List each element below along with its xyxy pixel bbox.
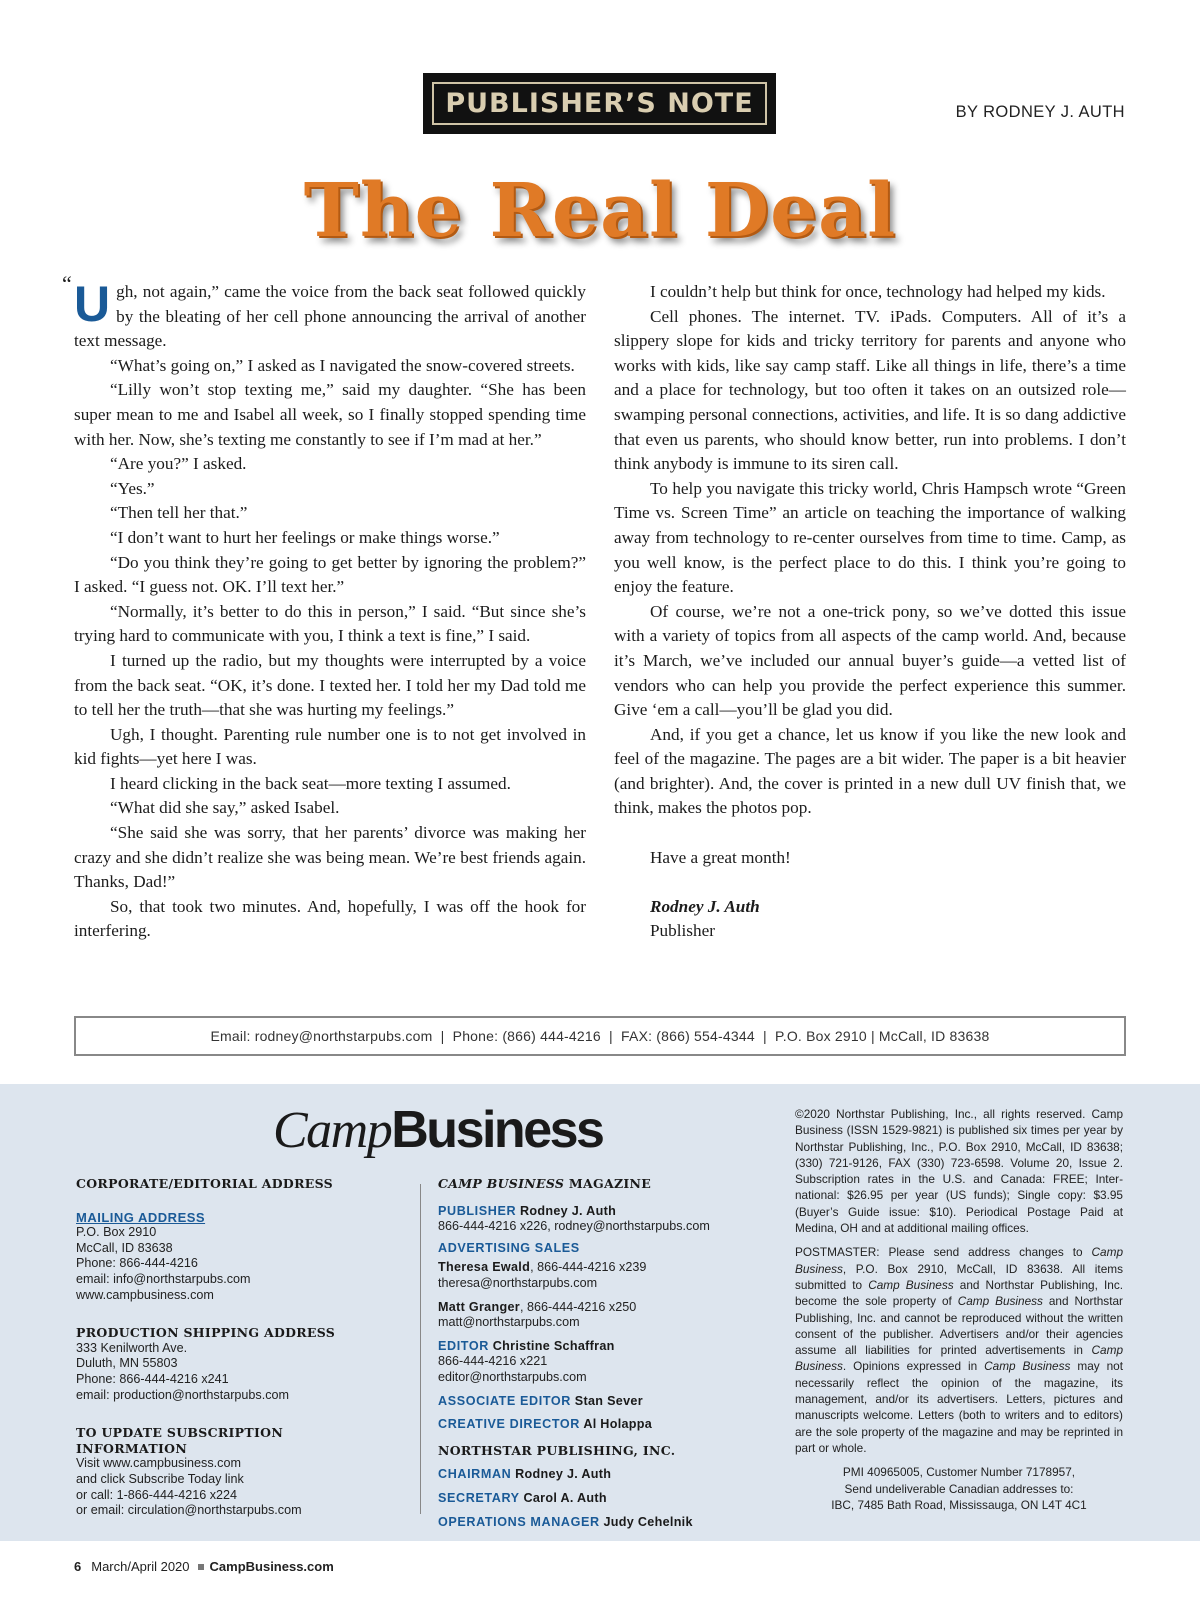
paragraph: “She said she was sorry, that her parents’ divorce was making her crazy and she didn’t realize she was being mean. We’re best friends again. Thanks, Dad!” bbox=[74, 823, 586, 892]
paragraph: “What’s going on,” I asked as I navigated the snow-covered streets. bbox=[110, 355, 575, 375]
sales-rep-email: matt@northstarpubs.com bbox=[438, 1315, 580, 1330]
section-label: PUBLISHER’S NOTE bbox=[445, 88, 754, 119]
masthead-address-column bbox=[76, 1176, 396, 1519]
contact-info: Email: rodney@northstarpubs.com | Phone: (866) 444-4216 | FAX: (866) 554-4344 | P.O. Box 2910 | McCall, ID 83638 bbox=[210, 1028, 990, 1044]
signature-name: Rodney J. Auth bbox=[650, 896, 760, 916]
paragraph: “I don’t want to hurt her feelings or make things worse.” bbox=[110, 527, 500, 547]
creative-director-role: CREATIVE DIRECTOR bbox=[438, 1417, 580, 1432]
operations-manager-name: Judy Cehelnik bbox=[599, 1514, 693, 1529]
paragraph: “Lilly won’t stop texting me,” said my daughter. “She has been super mean to me and Isabel all week, so I finally stopped spending time with her. Now, she’s texting me constantly to see if I’m mad at her.” bbox=[74, 380, 586, 449]
drop-cap: U bbox=[74, 276, 111, 332]
signature-title: Publisher bbox=[650, 921, 715, 941]
associate-editor-role: ASSOCIATE EDITOR bbox=[438, 1393, 571, 1408]
pmi-line: Send undeliverable Canadian addresses to: bbox=[844, 1481, 1074, 1496]
editor-phone: 866-444-4216 x221 bbox=[438, 1354, 548, 1369]
paragraph: To help you navigate this tricky world, Chris Hampsch wrote “Green Time vs. Screen Time” an article on teaching the importance of walking away from technology to re-center ourselves from time to time. Camp, as you well know, is the perfect place to do this. I think you’re going to enjoy the feature. bbox=[614, 478, 1126, 597]
editor-email: editor@northstarpubs.com bbox=[438, 1369, 587, 1384]
column-divider bbox=[420, 1184, 421, 1514]
subscription-line: or call: 1-866-444-4216 x224 bbox=[76, 1487, 238, 1502]
masthead-staff-column: CAMP BUSINESS MAGAZINE PUBLISHER Rodney J. Auth 866-444-4216 x226, rodney@northstarpubs.com ADVERTISING SALES Theresa Ewald, 866-444-4216 x239 theresa@northstarpubs.com Matt Granger, 866-444-4216 x250 matt@northstarpubs.com EDITOR Christine Schaffran 866-444-4216 x221 editor@northstarpubs.com ASSOCIATE EDITOR Stan Sever CREATIVE DIRECTOR Al Holappa NORTHSTAR PUBLISHING, INC. CHAIRMAN Rodney J. Auth SECRETARY Carol A. Auth OPERATIONS MANAGER Judy Cehelnik bbox=[438, 1176, 758, 1530]
editor-name: Christine Schaffran bbox=[488, 1338, 615, 1353]
northstar-heading: NORTHSTAR PUBLISHING, INC. bbox=[438, 1442, 676, 1458]
paragraph: “Yes.” bbox=[110, 478, 155, 498]
masthead-legal-column bbox=[795, 1106, 1123, 1513]
shipping-line: email: production@northstarpubs.com bbox=[76, 1387, 289, 1402]
website-link[interactable]: CampBusiness.com bbox=[209, 1559, 334, 1574]
contact-bar bbox=[74, 1016, 1126, 1056]
magazine-heading: CAMP BUSINESS MAGAZINE bbox=[438, 1176, 652, 1191]
mailing-line: email: info@northstarpubs.com bbox=[76, 1271, 251, 1286]
page-number: 6 bbox=[74, 1559, 82, 1574]
issue-date: March/April 2020 bbox=[91, 1559, 190, 1574]
chairman-role: CHAIRMAN bbox=[438, 1467, 512, 1482]
article-column-left bbox=[62, 271, 586, 944]
open-quote-mark: “ bbox=[62, 271, 72, 296]
mailing-address-link[interactable]: MAILING ADDRESS bbox=[76, 1209, 206, 1225]
paragraph: I heard clicking in the back seat—more texting I assumed. bbox=[110, 773, 511, 793]
paragraph: So, that took two minutes. And, hopefully, I was off the hook for interfering. bbox=[74, 896, 586, 941]
copyright-notice: ©2020 Northstar Publishing, Inc., all rights reserved. Camp Business (ISSN 1529-9821) is published six times per year by Northstar Publishing, Inc., P.O. Box 2910, McCall, ID 83638; (330) 721-9126, FAX (330) 723-6598. Volume 20, Issue 2. Subscription rates in the U.S. and Canada: FREE; Inter-national: $26.95 per year (US funds); Single copy: $3.95 (Buyer’s Guide issue: $10). Periodical Postage Paid at Medina, OH and at additional mailing offices. bbox=[795, 1107, 1123, 1236]
paragraph: Of course, we’re not a one-trick pony, so we’ve dotted this issue with a variety of topics from all aspects of the camp world. And, because it’s March, we’ve included our annual buyer’s guide—a vetted list of vendors who can help you provide the perfect experience this summer. Give ‘em a call—you’ll be glad you did. bbox=[614, 601, 1126, 720]
mailing-line: Phone: 866-444-4216 bbox=[76, 1256, 198, 1271]
subscription-heading: TO UPDATE SUBSCRIPTION INFORMATION bbox=[76, 1425, 284, 1456]
publisher-contact: 866-444-4216 x226, rodney@northstarpubs.com bbox=[438, 1219, 710, 1234]
postmaster-notice: POSTMASTER: Please send address changes to Camp Business, P.O. Box 2910, McCall, ID 83638. All items submitted to Camp Business and Northstar Publishing, Inc. become the sole property of Camp Business and Northstar Publishing, Inc. and cannot be reproduced without the written consent of the publisher. Advertisers and/or their agencies assume all liabilities for printed advertisements in Camp Business. Opinions expressed in Camp Business may not necessarily reflect the opinion of the magazine, its management, and/or its advertisers. Letters, pictures and manuscripts welcome. Letters (both to writers and to editors) are the sole property of the magazine and may be reprinted in part or whole. bbox=[795, 1245, 1124, 1455]
subscription-line: and click Subscribe Today link bbox=[76, 1471, 244, 1486]
campbusiness-logo: CampBusiness bbox=[273, 1101, 603, 1159]
square-bullet-icon bbox=[198, 1564, 204, 1570]
sales-rep-email: theresa@northstarpubs.com bbox=[438, 1275, 598, 1290]
creative-director-name: Al Holappa bbox=[579, 1417, 653, 1432]
associate-editor-name: Stan Sever bbox=[571, 1393, 643, 1408]
paragraph: And, if you get a chance, let us know if you like the new look and feel of the magazine. The pages are a bit wider. The paper is a bit heavier (and brighter). And, the cover is printed in a new dull UV finish that, we think, makes the photos pop. bbox=[614, 724, 1126, 818]
masthead-panel bbox=[0, 1084, 1200, 1541]
pmi-line: IBC, 7485 Bath Road, Mississauga, ON L4T 4C1 bbox=[831, 1497, 1087, 1512]
article-title: The Real Deal bbox=[303, 168, 897, 254]
operations-manager-role: OPERATIONS MANAGER bbox=[438, 1514, 600, 1529]
sales-rep-name: Theresa Ewald bbox=[438, 1260, 531, 1275]
section-badge bbox=[423, 73, 776, 134]
mailing-line: McCall, ID 83638 bbox=[76, 1240, 173, 1255]
shipping-heading: PRODUCTION SHIPPING ADDRESS bbox=[76, 1325, 336, 1341]
mailing-line: www.campbusiness.com bbox=[76, 1287, 214, 1302]
paragraph: I turned up the radio, but my thoughts were interrupted by a voice from the back seat. “OK, it’s done. I texted her. I told her my Dad told me to tell her the truth—that she was hurting my feelings.” bbox=[74, 650, 586, 720]
publisher-name: Rodney J. Auth bbox=[516, 1203, 617, 1218]
shipping-line: 333 Kenilworth Ave. bbox=[76, 1340, 188, 1355]
article-column-right bbox=[614, 280, 1126, 944]
advertising-sales-role: ADVERTISING SALES bbox=[438, 1240, 580, 1255]
pmi-line: PMI 40965005, Customer Number 7178957, bbox=[842, 1465, 1076, 1480]
corporate-heading: CORPORATE/EDITORIAL ADDRESS bbox=[76, 1176, 333, 1191]
shipping-line: Duluth, MN 55803 bbox=[76, 1356, 178, 1371]
paragraph: “Normally, it’s better to do this in person,” I said. “But since she’s trying hard to communicate with you, I think a text is fine,” I said. bbox=[74, 601, 586, 646]
subscription-line: Visit www.campbusiness.com bbox=[76, 1456, 241, 1471]
paragraph: “Are you?” I asked. bbox=[110, 454, 247, 474]
paragraph: Ugh, not again,” came the voice from the back seat followed quickly by the bleating of her cell phone announcing the arrival of another text message. bbox=[74, 276, 586, 351]
subscription-line: or email: circulation@northstarpubs.com bbox=[76, 1503, 302, 1518]
sales-rep-name: Matt Granger bbox=[438, 1299, 520, 1314]
mailing-line: P.O. Box 2910 bbox=[76, 1225, 157, 1240]
byline: BY RODNEY J. AUTH bbox=[955, 103, 1125, 121]
paragraph: “What did she say,” asked Isabel. bbox=[110, 798, 340, 818]
paragraph: I couldn’t help but think for once, technology had helped my kids. bbox=[650, 282, 1106, 301]
paragraph: Cell phones. The internet. TV. iPads. Computers. All of it’s a slippery slope for kids and tricky territory for parents and anyone who works with kids, like say camp staff. Like all things in life, there’s a time and a place for technology, but too often it takes on an outsized role—swamping personal connections, activities, and life. It is so dang addictive that even us parents, who should know better, run into problems. I don’t think anybody is immune to its siren call. bbox=[614, 306, 1126, 474]
chairman-name: Rodney J. Auth bbox=[511, 1467, 612, 1482]
paragraph: “Do you think they’re going to get better by ignoring the problem?” I asked. “I guess not. OK. I’ll text her.” bbox=[74, 552, 586, 597]
shipping-line: Phone: 866-444-4216 x241 bbox=[76, 1371, 229, 1386]
secretary-name: Carol A. Auth bbox=[519, 1490, 607, 1505]
publisher-role: PUBLISHER bbox=[438, 1203, 517, 1218]
paragraph: “Then tell her that.” bbox=[110, 503, 248, 523]
paragraph: Ugh, I thought. Parenting rule number one is to not get involved in kid fights—yet here I was. bbox=[74, 724, 586, 769]
closing-line: Have a great month! bbox=[650, 847, 791, 867]
editor-role: EDITOR bbox=[438, 1338, 489, 1353]
page-footer bbox=[74, 1559, 334, 1574]
secretary-role: SECRETARY bbox=[438, 1490, 520, 1505]
